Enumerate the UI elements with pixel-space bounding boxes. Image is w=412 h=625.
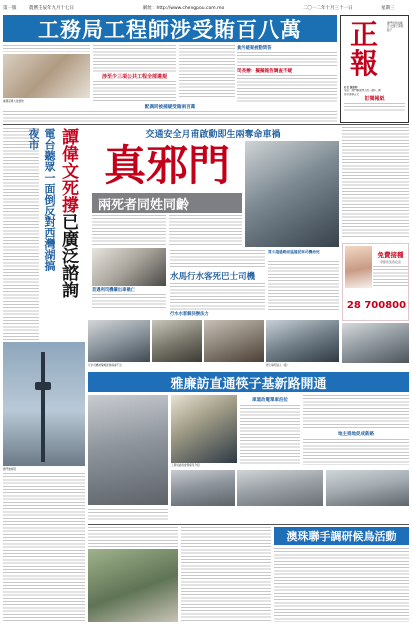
bottom-headline: 澳珠聯手調研候鳥活動	[274, 527, 409, 545]
masthead-logo: 正報	[349, 18, 378, 80]
center-text-6	[92, 294, 166, 310]
divider	[3, 124, 409, 125]
second-headline: 雅廉訪直通筷子基新路開通	[88, 372, 409, 392]
center-big-title: 真邪門	[103, 141, 230, 190]
masthead-contacts	[344, 103, 405, 111]
top-story-intro	[3, 45, 90, 52]
top-story-col4b	[237, 75, 337, 103]
ad-phone[interactable]: 28 700800	[346, 300, 407, 311]
accident-photo-4	[266, 320, 339, 362]
tower-pod	[35, 382, 51, 390]
center-sub4: 貨斗越過路面猛撞泥車司機命死	[268, 250, 320, 254]
tower-shape	[41, 352, 45, 462]
top-story-sub1: 涉至少三項公共工程全部違規	[101, 74, 167, 80]
tower-caption: 澳門旅遊塔	[3, 467, 85, 471]
top-story-sub3: 配偶同被捕疑受賄兩百萬	[144, 105, 196, 110]
center-sub3: 行水水客解決辦法力	[170, 312, 209, 317]
photo-caption-right: 德士撞死疑人（圖）	[266, 363, 339, 367]
center-sub1: 首遇利司機肇出車禍亡	[92, 288, 135, 293]
lunar-date: 農曆壬辰年九月十七日	[29, 6, 74, 11]
accident-photo-left	[92, 248, 166, 286]
center-text-5	[268, 261, 339, 310]
center-text-4	[170, 283, 265, 310]
photo-caption-left: 行水司機被撞斃當場傷重不治	[88, 363, 264, 367]
bottom-text-2	[181, 527, 271, 622]
accident-photo-1	[88, 320, 150, 362]
divider-bottom	[88, 524, 409, 525]
masthead-publisher: 社長 黃康明	[344, 86, 358, 89]
top-story-col2b	[93, 81, 176, 103]
second-text-2	[303, 395, 409, 429]
bottom-text-1	[88, 527, 178, 547]
second-text-3	[303, 439, 409, 465]
center-sub2: 水馬行水客死巴士司機	[170, 272, 256, 282]
masthead-address: 地址：澳門羅保博士街一號A二樓	[344, 89, 381, 93]
top-story-sub4: 司長辦：擬擬報告調查不疑	[237, 69, 293, 74]
bottom-text-3	[274, 548, 409, 622]
masthead-info	[344, 86, 405, 111]
officials-caption: 工務局委員會黎偉英介紹	[171, 463, 237, 467]
left-bottom-text	[3, 473, 85, 621]
ad-subtitle: 季節性流感疫苗	[379, 260, 401, 264]
left-headline-tail: 已廣泛諮詢	[58, 213, 78, 298]
center-text-3	[170, 250, 265, 268]
weekday: 星期三	[381, 6, 395, 11]
masthead-motto: 澳門居民的喉舌 社會公眾的鏡子	[387, 22, 404, 32]
road-photo-1	[88, 395, 168, 505]
road-photo-2	[171, 470, 235, 506]
accident-photo-2	[152, 320, 202, 362]
right-photo	[342, 323, 409, 363]
issue-date: 二〇一二年十月三十一日	[303, 6, 353, 11]
second-text-1	[240, 405, 300, 465]
ad-photo	[345, 246, 372, 288]
second-sub2: 地主捐地促成新路	[338, 432, 374, 437]
center-band: 兩死者同姓同齡	[92, 193, 242, 213]
top-story-col2	[93, 45, 176, 72]
top-story-sub2: 貪污疑案被動問答	[237, 46, 272, 51]
road-photo-4	[326, 470, 409, 506]
second-sub1: 車道改電單車泊位	[252, 398, 288, 403]
section-label: 第一版	[3, 6, 17, 11]
center-kicker: 交通安全月甫啟動即生兩奪命車禍	[145, 130, 281, 140]
top-story-col4	[237, 52, 337, 66]
center-text-2	[169, 215, 242, 245]
evidence-photo	[3, 54, 90, 98]
masthead-price: 每份港幣五元	[344, 92, 360, 96]
left-headline-main	[59, 128, 81, 333]
road-photo-3	[237, 470, 323, 506]
top-bar	[3, 3, 409, 13]
left-headline-red: 譚偉文死撐	[58, 128, 78, 213]
tower-photo	[3, 342, 85, 466]
second-text-4	[88, 509, 168, 521]
center-text-1	[92, 215, 166, 245]
ad-text	[373, 266, 408, 288]
main-headline: 工務局工程師涉受賄百八萬	[3, 15, 337, 42]
accident-photo-3	[204, 320, 264, 362]
left-headline-first: 電台聽眾一面倒反對西灣湖搞夜市	[27, 128, 56, 271]
right-column-text	[342, 127, 409, 239]
top-story-bottom-text	[3, 111, 337, 122]
masthead	[340, 15, 409, 123]
left-column-text	[3, 128, 39, 340]
accident-photo-top	[245, 141, 339, 247]
website-link[interactable]: 網址：http://www.chengpou.com.mo	[143, 6, 225, 11]
ad-title: 免費接種	[377, 251, 404, 259]
vaccine-ad	[342, 243, 409, 321]
subscribe-label: 訂閱報紙	[364, 95, 385, 102]
evidence-caption: 廉署起獲大批證物	[3, 99, 90, 103]
officials-photo	[171, 395, 237, 463]
bird-photo	[88, 549, 178, 622]
top-story-col3	[179, 45, 235, 97]
